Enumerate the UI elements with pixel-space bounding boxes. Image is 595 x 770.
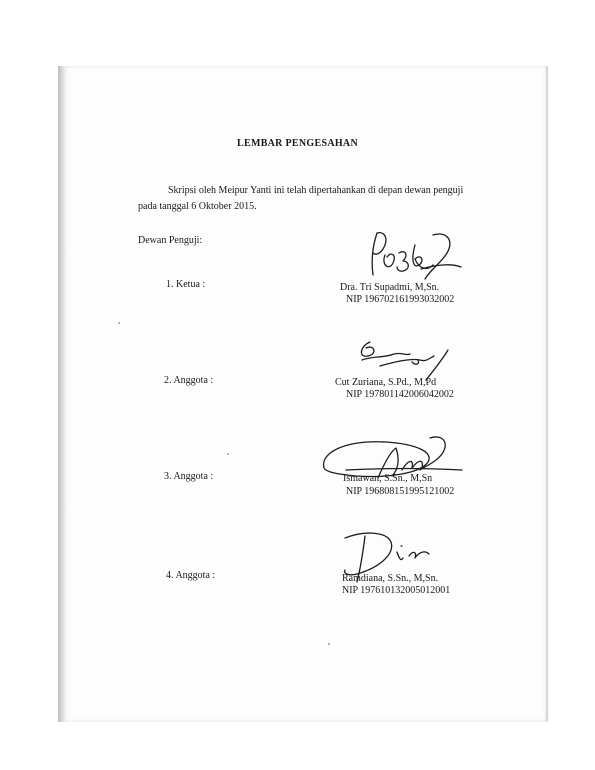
- scan-speck: [227, 453, 229, 455]
- scan-speck: [328, 643, 330, 645]
- statement-paragraph: [138, 183, 508, 215]
- examiners-heading: Dewan Penguji:: [138, 235, 203, 246]
- page-right-edge: [546, 66, 548, 722]
- role-ketua: 1. Ketua :: [166, 279, 206, 290]
- examiner-2-nip: NIP 197801142006042002: [346, 389, 454, 400]
- page-edge-shadow: [58, 66, 66, 722]
- statement-line-2: pada tanggal 6 Oktober 2015.: [138, 201, 257, 212]
- role-anggota-4: 4. Anggota :: [166, 570, 216, 581]
- examiner-1-name: Dra. Tri Supadmi, M,Sn.: [340, 282, 440, 293]
- examiner-4-name: Ramdiana, S.Sn., M,Sn.: [342, 573, 439, 584]
- examiner-3-nip: NIP 196808151995121002: [346, 486, 455, 497]
- examiner-3-name: Ismawan, S.Sn., M,Sn: [343, 473, 433, 484]
- examiner-2-name: Cut Zuriana, S.Pd., M,Pd: [335, 377, 437, 388]
- examiner-1-nip: NIP 196702161993032002: [346, 294, 455, 305]
- role-anggota-2: 2. Anggota :: [164, 375, 214, 386]
- role-anggota-3: 3. Anggota :: [164, 471, 214, 482]
- statement-line-1: Skripsi oleh Meipur Yanti ini telah dipertahankan di depan dewan penguji: [168, 185, 464, 196]
- examiner-4-nip: NIP 197610132005012001: [342, 585, 451, 596]
- scanned-page: [60, 66, 548, 722]
- scan-speck: [118, 322, 120, 324]
- page-title: LEMBAR PENGESAHAN: [237, 138, 358, 149]
